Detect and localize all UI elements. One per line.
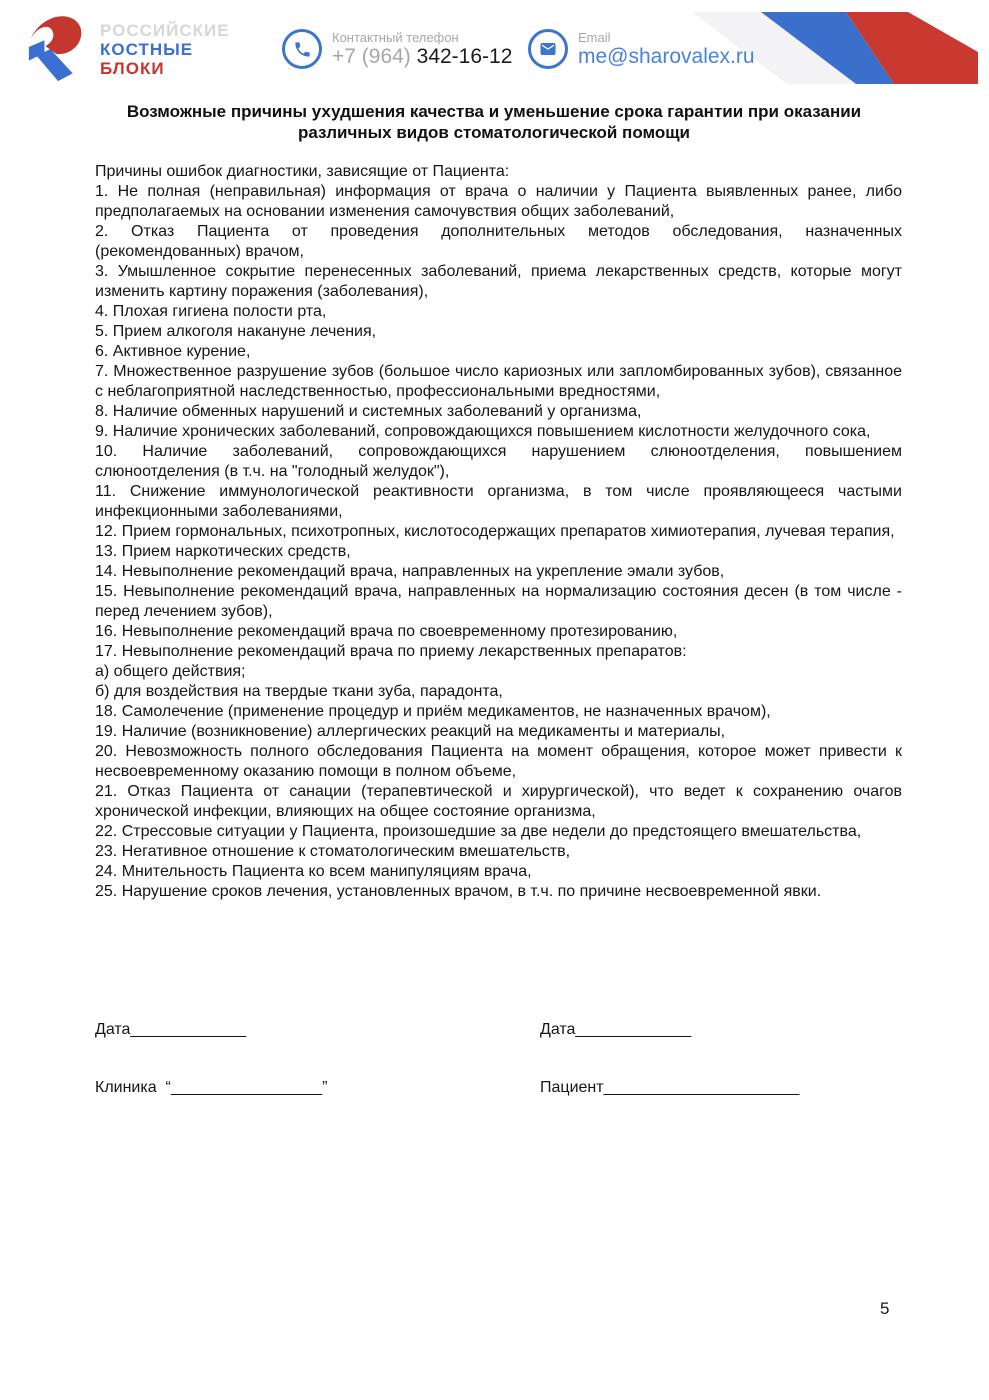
list-item: 9. Наличие хронических заболеваний, сопровождающихся повышением кислотности желудочного сока, [95,423,871,440]
list-item: 17. Невыполнение рекомендаций врача по приему лекарственных препаратов: [95,643,687,660]
email-contact-block [528,29,755,69]
list-item: 13. Прием наркотических средств, [95,543,351,560]
logo-word-3: БЛОКИ [100,59,165,78]
list-item: а) общего действия; [95,663,246,680]
list-item: 10. Наличие заболеваний, сопровождающихся нарушением слюноотделения, повышением слюноотделения (в т.ч. на "голодный желудок"), [95,443,902,480]
date-field-left: Дата_____________ [95,1021,247,1038]
list-item: 20. Невозможность полного обследования Пациента на момент обращения, которое может привести к несвоевременному оказанию помощи в полном объеме, [95,743,902,780]
list-item: 6. Активное курение, [95,343,251,360]
list-item: 11. Снижение иммунологической реактивности организма, в том числе проявляющееся частыми инфекционными заболеваниями, [95,483,902,520]
logo-r-mark-icon [24,12,98,86]
company-logo [24,12,230,86]
list-item: 5. Прием алкоголя накануне лечения, [95,323,377,340]
phone-prefix: +7 (964) [332,44,417,68]
list-item: 19. Наличие (возникновение) аллергических реакций на медикаменты и материалы, [95,723,726,740]
body-intro: Причины ошибок диагностики, зависящие от Пациента: [95,163,510,180]
list-item: б) для воздействия на твердые ткани зуба, парадонта, [95,683,503,700]
list-item: 3. Умышленное сокрытие перенесенных заболеваний, приема лекарственных средств, которые могут изменить картину поражения (заболевания), [95,263,902,300]
list-item: 14. Невыполнение рекомендаций врача, направленных на укрепление эмали зубов, [95,563,725,580]
phone-icon [282,29,322,69]
list-item: 21. Отказ Пациента от санации (терапевтической и хирургической), что ведет к сохранению очагов хронической инфекции, влияющих на общее состояние организма, [95,783,902,820]
logo-wordmark [100,12,230,86]
email-address: me@sharovalex.ru [578,44,755,68]
patient-field: Пациент______________________ [540,1079,800,1096]
list-item: 15. Невыполнение рекомендаций врача, направленных на нормализацию состояния десен (в том числе - перед лечением зубов), [95,583,902,620]
phone-number [332,45,512,69]
phone-main-digits: 342-16-12 [416,44,513,68]
document-body [95,162,902,902]
logo-word-1: РОССИЙСКИЕ [100,21,230,40]
phone-label: Контактный телефон [332,29,459,45]
list-item: 18. Самолечение (применение процедур и приём медикаментов, не назначенных врачом), [95,703,771,720]
signature-section [95,1021,902,1097]
list-item: 16. Невыполнение рекомендаций врача по своевременному протезированию, [95,623,678,640]
list-item: 2. Отказ Пациента от проведения дополнительных методов обследования, назначенных (рекомендованных) врачом, [95,223,902,260]
email-label: Email [578,29,611,45]
list-item: 8. Наличие обменных нарушений и системных заболеваний у организма, [95,403,642,420]
list-item: 24. Мнительность Пациента ко всем манипуляциям врача, [95,863,532,880]
list-item: 23. Негативное отношение к стоматологическим вмешательств, [95,843,571,860]
list-item: 4. Плохая гигиена полости рта, [95,303,327,320]
date-field-right: Дата_____________ [540,1021,692,1038]
list-item: 1. Не полная (неправильная) информация от врача о наличии у Пациента выявленных ранее, либо предполагаемых на основании изменения самочувствия общих заболеваний, [95,183,902,220]
clinic-field: Клиника “_________________” [95,1079,328,1096]
phone-contact-block [282,29,512,69]
page-title: Возможные причины ухудшения качества и уменьшение срока гарантии при оказании различных видов стоматологической помощи [126,102,862,142]
list-item: 7. Множественное разрушение зубов (большое число кариозных или запломбированных зубов), связанное с неблагоприятной наследственностью, профессиональными вредностями, [95,363,902,400]
list-item: 25. Нарушение сроков лечения, установленных врачом, в т.ч. по причине несвоевременной явки. [95,883,822,900]
list-item: 12. Прием гормональных, психотропных, кислотосодержащих препаратов химиотерапия, лучевая терапия, [95,523,895,540]
list-item: 22. Стрессовые ситуации у Пациента, произошедшие за две недели до предстоящего вмешательства, [95,823,862,840]
logo-word-2: КОСТНЫЕ [100,40,194,59]
email-icon [528,29,568,69]
page-number: 5 [880,1299,890,1318]
